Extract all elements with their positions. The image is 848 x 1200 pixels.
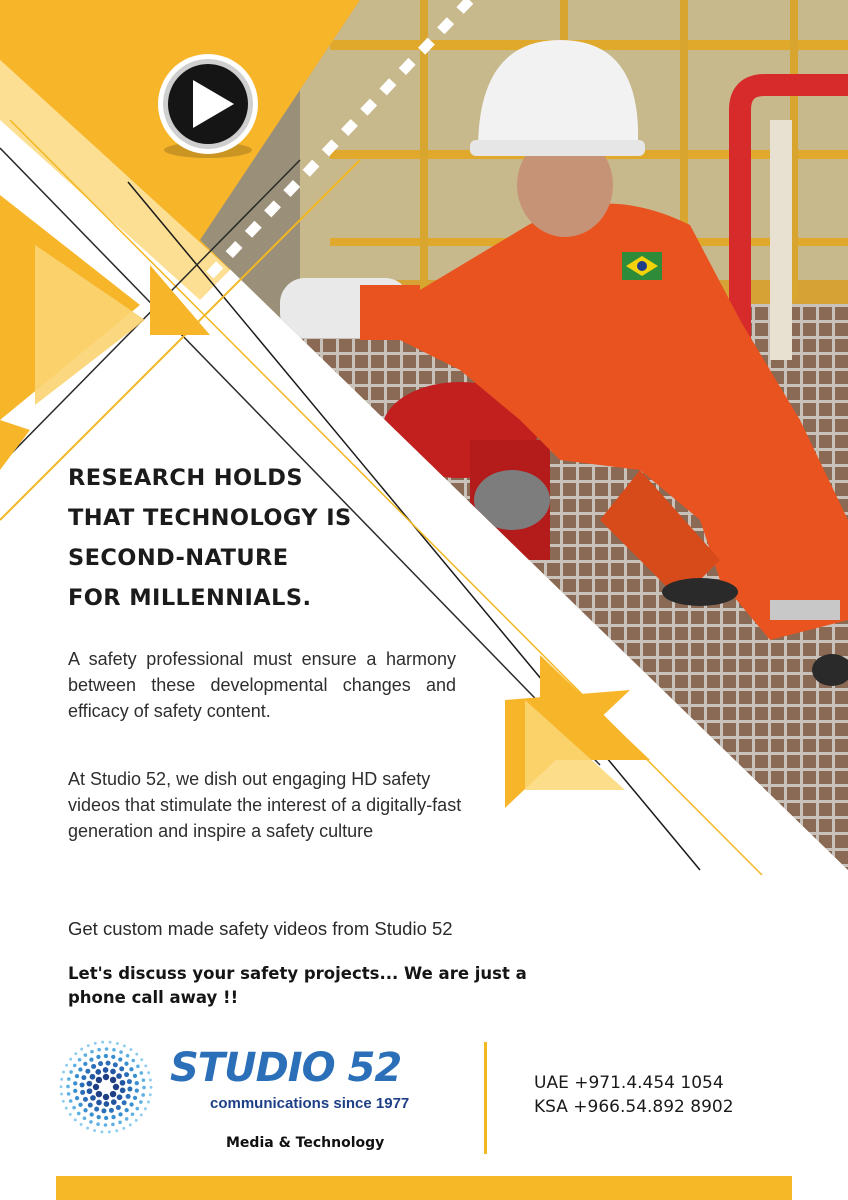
logo-dot: [75, 1074, 79, 1078]
logo-dot: [66, 1085, 70, 1089]
logo-dot: [96, 1055, 100, 1059]
logo-dot: [74, 1118, 77, 1121]
logo-dot: [87, 1088, 93, 1094]
logo-subtitle: Media & Technology: [226, 1135, 385, 1151]
logo-dot: [98, 1061, 103, 1066]
logo-dot: [122, 1127, 125, 1130]
logo-dot: [105, 1047, 109, 1051]
logo-wordmark: STUDIO 52: [170, 1045, 402, 1091]
logo-dot: [84, 1053, 88, 1057]
logo-dot: [111, 1099, 117, 1105]
bottom-accent-bar: [56, 1176, 792, 1200]
logo-dot: [83, 1062, 87, 1066]
logo-dot: [65, 1064, 68, 1067]
logo-dot: [100, 1130, 103, 1133]
logo-dot: [104, 1123, 108, 1127]
logo-dot: [85, 1069, 90, 1074]
logo-dot: [90, 1074, 96, 1080]
logo-dot: [81, 1075, 86, 1080]
cta-bold: Let's discuss your safety projects... We are just a phone call away !!: [68, 964, 527, 1007]
logo-dot: [104, 1116, 108, 1120]
logo-dot: [135, 1119, 138, 1122]
logo-dot: [135, 1088, 139, 1092]
logo-dot: [103, 1094, 109, 1100]
logo-dot: [139, 1100, 143, 1104]
logo-dot: [89, 1057, 93, 1061]
logo-dot: [65, 1107, 68, 1110]
logo-dot: [129, 1102, 133, 1106]
logo-dot: [60, 1078, 63, 1081]
logo-dot: [69, 1070, 73, 1074]
contact-block: [534, 1071, 734, 1119]
logo-dot: [96, 1122, 100, 1126]
headline-line: SECOND-NATURE: [68, 545, 289, 571]
logo-dot: [118, 1112, 122, 1116]
logo-dot: [101, 1108, 106, 1113]
logo-dot: [104, 1101, 110, 1107]
logo-dot: [135, 1053, 138, 1056]
logo-dot: [69, 1113, 72, 1116]
logo-dot: [73, 1081, 77, 1085]
logo-dot: [111, 1123, 115, 1127]
logo-dot: [86, 1081, 92, 1087]
logo-dot: [97, 1048, 101, 1052]
logo-dot: [109, 1041, 112, 1044]
logo-dot: [78, 1067, 82, 1071]
logo-dot: [116, 1073, 122, 1079]
logo-dot: [131, 1112, 135, 1116]
logo-dot: [83, 1116, 87, 1120]
logo-dot: [93, 1084, 99, 1090]
logo-dot: [106, 1061, 111, 1066]
logo-dot: [149, 1078, 152, 1081]
studio52-dots-logo: [54, 1035, 158, 1139]
logo-dot: [140, 1058, 143, 1061]
logo-dot: [97, 1115, 101, 1119]
logo-dot: [133, 1074, 137, 1078]
logo-dot: [140, 1113, 143, 1116]
logo-dot: [80, 1048, 83, 1051]
logo-dot: [110, 1077, 116, 1083]
logo-dot: [95, 1069, 101, 1075]
logo-dot: [104, 1054, 108, 1058]
logo-dot: [124, 1062, 128, 1066]
logo-dot: [89, 1120, 93, 1124]
logo-dot: [129, 1048, 132, 1051]
logo-dot: [103, 1074, 109, 1080]
logo-dot: [80, 1082, 85, 1087]
logo-dot: [147, 1071, 150, 1074]
logo-dot: [111, 1115, 115, 1119]
logo-dot: [69, 1099, 73, 1103]
logo-dot: [67, 1077, 71, 1081]
contact-ksa: KSA +966.54.892 8902: [534, 1097, 734, 1117]
logo-dot: [115, 1129, 118, 1132]
logo-dot: [135, 1081, 139, 1085]
logo-dot: [116, 1105, 121, 1110]
logo-dot: [108, 1130, 111, 1133]
logo-dot: [119, 1050, 123, 1054]
logo-dot: [90, 1095, 96, 1101]
logo-dot: [123, 1044, 126, 1047]
footer-divider: [484, 1042, 487, 1154]
logo-dot: [62, 1100, 65, 1103]
logo-dot: [117, 1094, 123, 1100]
logo-dot: [78, 1058, 82, 1062]
logo-dot: [75, 1096, 79, 1100]
logo-dot: [78, 1103, 82, 1107]
body-paragraph-1: A safety professional must ensure a harmony between these developmental changes and efficacy of safety content.: [68, 649, 456, 721]
logo-dot: [122, 1100, 127, 1105]
logo-dot: [125, 1117, 129, 1121]
logo-dot: [96, 1077, 102, 1083]
logo-dot: [126, 1094, 131, 1099]
logo-dot: [127, 1087, 132, 1092]
logo-dot: [96, 1100, 102, 1106]
logo-dot: [110, 1069, 116, 1075]
logo-dot: [118, 1121, 122, 1125]
logo-dot: [135, 1107, 139, 1111]
logo-dot: [77, 1112, 81, 1116]
logo-dot: [80, 1123, 83, 1126]
logo-dot: [90, 1112, 94, 1116]
logo-dot: [125, 1108, 129, 1112]
logo-dot: [67, 1092, 71, 1096]
logo-dot: [119, 1066, 124, 1071]
logo-dot: [103, 1067, 109, 1073]
logo-dot: [129, 1067, 133, 1071]
logo-dot: [73, 1064, 77, 1068]
logo-dot: [144, 1064, 147, 1067]
logo-dot: [129, 1123, 132, 1126]
headline-line: RESEARCH HOLDS: [68, 465, 303, 491]
logo-dot: [113, 1084, 119, 1090]
logo-dot: [60, 1093, 63, 1096]
logo-dot: [126, 1054, 130, 1058]
cta-line: Get custom made safety videos from Studio 52: [68, 918, 453, 939]
logo-dot: [83, 1108, 87, 1112]
logo-dot: [149, 1093, 152, 1096]
logo-dot: [113, 1062, 118, 1067]
logo-dot: [88, 1103, 93, 1108]
logo-dot: [62, 1071, 65, 1074]
logo-dot: [142, 1086, 146, 1090]
logo-dot: [94, 1107, 99, 1112]
logo-dot: [118, 1057, 122, 1061]
logo-dot: [91, 1064, 96, 1069]
contact-uae: UAE +971.4.454 1054: [534, 1073, 724, 1093]
logo-dot: [142, 1078, 146, 1082]
logo-dot: [72, 1106, 76, 1110]
logo-dot: [93, 1129, 96, 1132]
logo-dot: [94, 1042, 97, 1045]
logo-dot: [109, 1108, 114, 1113]
logo-dot: [144, 1107, 147, 1110]
left-wedge: [0, 420, 30, 470]
logo-dot: [101, 1041, 104, 1044]
headline-line: THAT TECHNOLOGY IS: [68, 505, 352, 531]
logo-dot: [140, 1071, 144, 1075]
logo-dot: [127, 1079, 132, 1084]
logo-dot: [141, 1093, 145, 1097]
headline-line: FOR MILLENNIALS.: [68, 585, 312, 611]
logo-dot: [86, 1127, 89, 1130]
logo-dot: [131, 1059, 135, 1063]
logo-tagline: communications since 1977: [210, 1095, 410, 1112]
logo-dot: [110, 1091, 116, 1097]
logo-dot: [74, 1052, 77, 1055]
logo-dot: [136, 1065, 140, 1069]
logo-dot: [147, 1101, 150, 1104]
body-paragraph-2: At Studio 52, we dish out engaging HD safety videos that stimulate the interest of a digitally-fast generation and inspire a safety culture: [68, 769, 462, 841]
logo-dot: [111, 1055, 115, 1059]
logo-dot: [87, 1044, 90, 1047]
logo-dot: [69, 1058, 72, 1061]
logo-dot: [83, 1097, 88, 1102]
logo-dot: [80, 1090, 85, 1095]
logo-dot: [120, 1080, 126, 1086]
logo-dot: [120, 1088, 126, 1094]
logo-dot: [133, 1096, 137, 1100]
logo-dot: [60, 1085, 63, 1088]
logo-dot: [73, 1089, 77, 1093]
logo-dot: [124, 1072, 129, 1077]
headline: [68, 458, 488, 618]
logo-dot: [90, 1050, 94, 1054]
logo-dot: [116, 1042, 119, 1045]
logo-dot: [150, 1086, 153, 1089]
logo-dot: [112, 1048, 116, 1052]
logo-dot: [96, 1091, 102, 1097]
